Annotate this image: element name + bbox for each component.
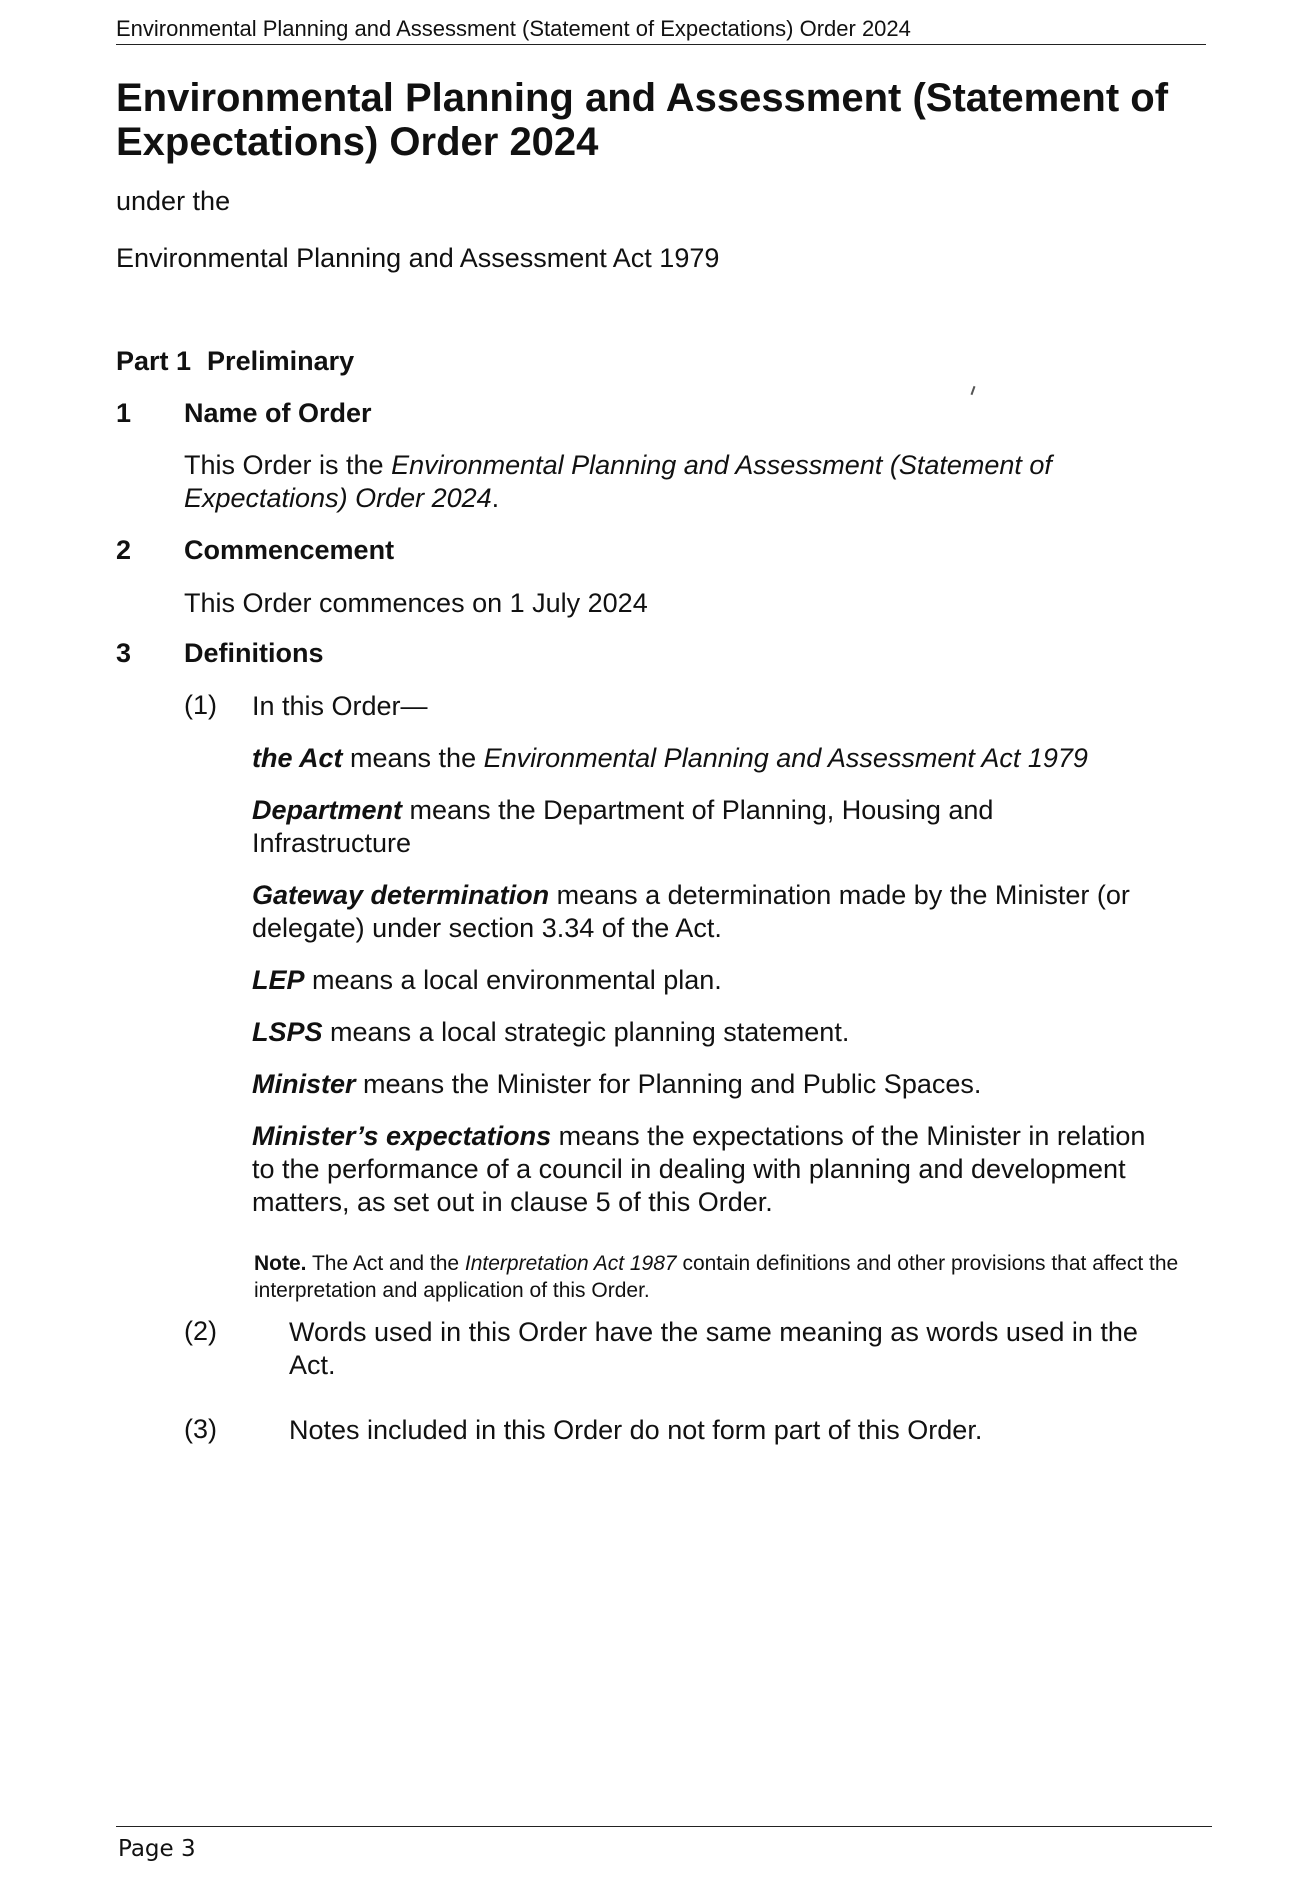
term-minister: Minister — [252, 1069, 356, 1099]
subclause-1-text: In this Order— — [252, 691, 428, 721]
section-1-heading — [116, 398, 372, 429]
section-1-text-prefix: This Order is the — [184, 450, 392, 480]
term-gateway-determination: Gateway determination — [252, 880, 550, 910]
running-header: Environmental Planning and Assessment (Statement of Expectations) Order 2024 — [116, 14, 1206, 45]
order-title: Environmental Planning and Assessment (Statement of Expectations) Order 2024 — [116, 76, 1169, 164]
note-suffix: contain definitions and other provisions that affect the interpretation and application of this Order. — [254, 1252, 1179, 1302]
definition-the-act-name: Environmental Planning and Assessment Act 1979 — [483, 743, 1088, 773]
definition-expectations-text: means the expectations of the Minister in relation to the performance of a council in dealing with planning and development matters, as set out in clause 5 of this Order. — [252, 1121, 1146, 1217]
footer-rule — [116, 1826, 1212, 1827]
term-department: Department — [252, 795, 403, 825]
section-2-text: This Order commences on 1 July 2024 — [184, 588, 648, 618]
term-lsps: LSPS — [252, 1017, 323, 1047]
definition-ministers-expectations — [252, 1120, 1152, 1219]
section-1-text-suffix: . — [491, 483, 500, 513]
subclause-1-number: (1) — [184, 690, 217, 720]
part-name: Preliminary — [207, 346, 355, 376]
section-1-title: Name of Order — [184, 398, 372, 428]
note-act-name: Interpretation Act 1987 — [464, 1252, 677, 1275]
section-3-number: 3 — [116, 638, 132, 668]
subclause-3-number: (3) — [184, 1414, 217, 1444]
definition-lsps — [252, 1016, 1202, 1049]
section-1-order-name: Environmental Planning and Assessment (Statement of Expectations) Order 2024 — [184, 450, 1052, 513]
definition-minister — [252, 1068, 1202, 1101]
section-1-text — [184, 449, 1144, 515]
part-heading — [116, 346, 354, 377]
subclause-2-number: (2) — [184, 1316, 217, 1346]
definitions-note — [254, 1250, 1194, 1304]
subclause-3-text: Notes included in this Order do not form part of this Order. — [289, 1415, 983, 1445]
section-3-heading — [116, 638, 324, 669]
term-lep: LEP — [252, 965, 305, 995]
section-2-heading — [116, 535, 394, 566]
definition-gateway-text: means a determination made by the Minister (or delegate) under section 3.34 of the Act. — [252, 880, 1130, 943]
part-number: Part 1 — [116, 346, 192, 376]
definition-lep — [252, 964, 1202, 997]
section-1-number: 1 — [116, 398, 132, 428]
definition-department — [252, 794, 1152, 860]
definition-the-act-prefix: means the — [342, 743, 484, 773]
note-label: Note. — [254, 1252, 307, 1275]
subtitle-under-the: under the — [116, 186, 231, 216]
definition-gateway-determination — [252, 879, 1207, 945]
term-the-act: the Act — [252, 743, 343, 773]
subclause-2-text: Words used in this Order have the same meaning as words used in the Act. — [289, 1317, 1138, 1380]
definition-lsps-text: means a local strategic planning statement. — [322, 1017, 850, 1047]
subtitle-act-name: Environmental Planning and Assessment Act 1979 — [116, 243, 720, 273]
scan-mark — [971, 386, 976, 395]
definition-lep-text: means a local environmental plan. — [304, 965, 722, 995]
note-prefix: The Act and the — [306, 1252, 465, 1275]
definition-the-act — [252, 742, 1202, 775]
term-ministers-expectations: Minister’s expectations — [252, 1121, 552, 1151]
section-2-title: Commencement — [184, 535, 395, 565]
definition-minister-text: means the Minister for Planning and Public Spaces. — [355, 1069, 982, 1099]
page-number: Page 3 — [118, 1836, 196, 1862]
section-3-title: Definitions — [184, 638, 324, 668]
definition-department-text: means the Department of Planning, Housing and Infrastructure — [252, 795, 994, 858]
section-2-number: 2 — [116, 535, 132, 565]
